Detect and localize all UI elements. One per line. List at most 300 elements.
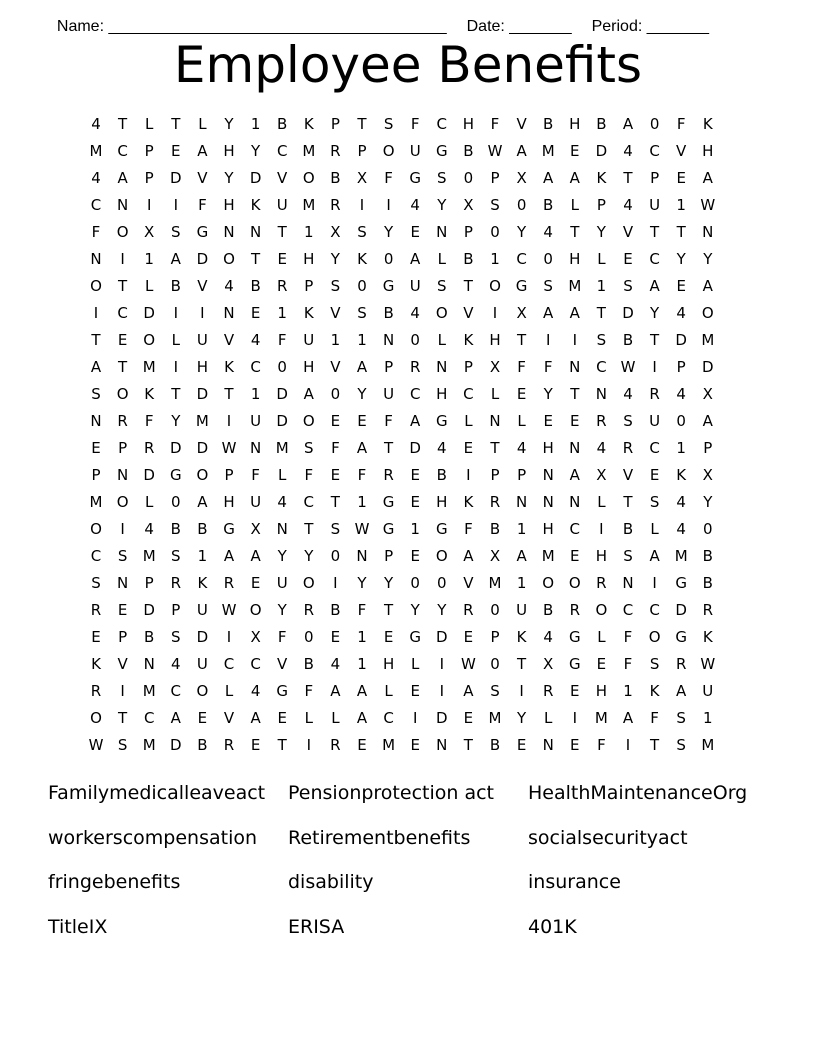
grid-letter[interactable]: 4 — [437, 439, 447, 457]
grid-letter[interactable]: C — [250, 358, 261, 376]
grid-letter[interactable]: L — [437, 250, 446, 268]
grid-letter[interactable]: G — [223, 520, 235, 538]
grid-letter[interactable]: L — [384, 682, 393, 700]
grid-letter[interactable]: M — [594, 709, 608, 727]
grid-letter[interactable]: Y — [277, 547, 287, 565]
grid-letter[interactable]: O — [302, 169, 315, 187]
grid-letter[interactable]: T — [517, 655, 527, 673]
grid-letter[interactable]: B — [330, 601, 341, 619]
grid-letter[interactable]: E — [570, 412, 580, 430]
grid-letter[interactable]: U — [196, 655, 208, 673]
grid-letter[interactable]: 1 — [490, 250, 500, 268]
grid-letter[interactable]: T — [623, 169, 633, 187]
grid-letter[interactable]: A — [622, 709, 634, 727]
grid-letter[interactable]: L — [490, 385, 500, 403]
grid-letter[interactable]: 0 — [463, 169, 474, 187]
grid-letter[interactable]: O — [435, 547, 448, 565]
grid-letter[interactable]: I — [572, 331, 578, 349]
grid-letter[interactable]: A — [569, 466, 580, 484]
grid-letter[interactable]: R — [489, 493, 501, 511]
grid-letter[interactable]: B — [702, 547, 713, 565]
grid-letter[interactable]: 4 — [410, 304, 420, 322]
grid-letter[interactable]: F — [410, 115, 420, 133]
grid-letter[interactable]: D — [196, 250, 209, 268]
grid-letter[interactable]: I — [146, 196, 152, 214]
grid-letter[interactable]: G — [568, 655, 581, 673]
grid-letter[interactable]: P — [517, 466, 527, 484]
grid-letter[interactable]: S — [596, 331, 607, 349]
grid-letter[interactable]: X — [144, 223, 155, 241]
grid-letter[interactable]: F — [464, 520, 473, 538]
grid-letter[interactable]: 1 — [623, 682, 633, 700]
grid-letter[interactable]: O — [489, 277, 501, 295]
grid-letter[interactable]: E — [197, 709, 208, 727]
grid-letter[interactable]: 1 — [357, 493, 367, 511]
grid-letter[interactable]: O — [196, 682, 209, 700]
grid-letter[interactable]: B — [596, 115, 607, 133]
grid-letter[interactable]: W — [221, 601, 237, 619]
grid-letter[interactable]: M — [142, 682, 156, 700]
grid-letter[interactable]: B — [463, 250, 474, 268]
grid-letter[interactable]: M — [195, 412, 209, 430]
grid-letter[interactable]: B — [463, 142, 474, 160]
grid-letter[interactable]: T — [650, 331, 660, 349]
grid-letter[interactable]: D — [196, 628, 209, 646]
grid-letter[interactable]: S — [171, 223, 181, 241]
grid-letter[interactable]: R — [276, 277, 288, 295]
grid-letter[interactable]: E — [91, 628, 101, 646]
grid-letter[interactable]: U — [196, 601, 208, 619]
grid-letter[interactable]: 0 — [649, 115, 660, 133]
grid-letter[interactable]: K — [224, 358, 234, 376]
grid-letter[interactable]: P — [596, 196, 606, 214]
grid-letter[interactable]: 0 — [304, 628, 314, 646]
grid-letter[interactable]: T — [251, 250, 261, 268]
grid-letter[interactable]: V — [330, 304, 341, 322]
grid-letter[interactable]: N — [436, 223, 448, 241]
grid-letter[interactable]: X — [596, 466, 607, 484]
grid-letter[interactable]: O — [302, 574, 315, 592]
grid-letter[interactable]: A — [356, 358, 368, 376]
grid-letter[interactable]: O — [568, 574, 581, 592]
grid-letter[interactable]: H — [595, 547, 608, 565]
grid-letter[interactable]: W — [460, 655, 476, 673]
grid-letter[interactable]: X — [489, 547, 501, 565]
grid-letter[interactable]: B — [170, 277, 181, 295]
grid-letter[interactable]: B — [436, 466, 447, 484]
grid-letter[interactable]: 1 — [250, 115, 261, 133]
grid-letter[interactable]: O — [196, 466, 209, 484]
grid-letter[interactable]: V — [622, 466, 634, 484]
grid-letter[interactable]: Y — [224, 169, 234, 187]
grid-letter[interactable]: O — [249, 601, 262, 619]
grid-letter[interactable]: A — [410, 250, 421, 268]
grid-letter[interactable]: E — [357, 412, 367, 430]
grid-letter[interactable]: P — [357, 142, 367, 160]
grid-letter[interactable]: M — [142, 736, 156, 754]
grid-letter[interactable]: L — [437, 331, 446, 349]
grid-letter[interactable]: C — [622, 601, 634, 619]
grid-letter[interactable]: E — [277, 250, 287, 268]
grid-letter[interactable]: A — [250, 709, 261, 727]
grid-letter[interactable]: K — [91, 655, 101, 673]
grid-letter[interactable]: C — [649, 142, 660, 160]
grid-letter[interactable]: Y — [703, 250, 713, 268]
grid-letter[interactable]: S — [383, 115, 394, 133]
grid-letter[interactable]: A — [356, 709, 368, 727]
grid-letter[interactable]: B — [170, 520, 181, 538]
grid-letter[interactable]: M — [701, 331, 715, 349]
grid-letter[interactable]: W — [221, 439, 237, 457]
grid-letter[interactable]: 0 — [516, 196, 527, 214]
grid-letter[interactable]: Y — [330, 250, 340, 268]
grid-letter[interactable]: L — [145, 277, 154, 295]
grid-letter[interactable]: U — [276, 574, 288, 592]
grid-letter[interactable]: Y — [384, 223, 394, 241]
grid-letter[interactable]: C — [516, 250, 527, 268]
grid-letter[interactable]: L — [650, 520, 659, 538]
grid-letter[interactable]: X — [250, 628, 261, 646]
grid-letter[interactable]: X — [516, 169, 527, 187]
grid-letter[interactable]: D — [675, 601, 687, 619]
grid-letter[interactable]: N — [356, 547, 368, 565]
grid-letter[interactable]: O — [382, 142, 395, 160]
grid-letter[interactable]: H — [436, 385, 448, 403]
grid-letter[interactable]: I — [226, 628, 232, 646]
grid-letter[interactable]: A — [330, 682, 341, 700]
grid-letter[interactable]: 4 — [330, 655, 341, 673]
grid-letter[interactable]: R — [702, 601, 714, 619]
grid-letter[interactable]: E — [543, 412, 553, 430]
grid-letter[interactable]: S — [649, 655, 660, 673]
grid-letter[interactable]: Y — [224, 115, 234, 133]
grid-letter[interactable]: R — [90, 601, 102, 619]
grid-letter[interactable]: H — [702, 142, 714, 160]
grid-letter[interactable]: K — [702, 115, 713, 133]
grid-letter[interactable]: O — [116, 385, 129, 403]
grid-letter[interactable]: N — [542, 466, 554, 484]
grid-letter[interactable]: L — [198, 115, 207, 133]
grid-letter[interactable]: K — [516, 628, 527, 646]
grid-letter[interactable]: C — [117, 304, 128, 322]
grid-letter[interactable]: V — [463, 574, 474, 592]
grid-letter[interactable]: W — [354, 520, 370, 538]
grid-letter[interactable]: P — [384, 547, 394, 565]
grid-letter[interactable]: D — [143, 601, 155, 619]
grid-letter[interactable]: 0 — [277, 358, 287, 376]
grid-letter[interactable]: G — [382, 493, 395, 511]
grid-letter[interactable]: B — [303, 655, 314, 673]
grid-letter[interactable]: L — [570, 196, 579, 214]
grid-letter[interactable]: O — [542, 574, 555, 592]
grid-letter[interactable]: T — [171, 115, 181, 133]
grid-letter[interactable]: S — [171, 628, 181, 646]
grid-letter[interactable]: U — [250, 493, 262, 511]
grid-letter[interactable]: I — [120, 520, 125, 538]
grid-letter[interactable]: P — [224, 466, 234, 484]
grid-letter[interactable]: D — [409, 439, 421, 457]
grid-letter[interactable]: V — [622, 223, 634, 241]
grid-letter[interactable]: V — [277, 655, 288, 673]
grid-letter[interactable]: S — [357, 223, 367, 241]
grid-letter[interactable]: K — [357, 250, 367, 268]
grid-letter[interactable]: W — [700, 655, 716, 673]
grid-letter[interactable]: D — [170, 439, 182, 457]
grid-letter[interactable]: O — [90, 277, 102, 295]
grid-letter[interactable]: T — [463, 277, 473, 295]
grid-letter[interactable]: T — [171, 385, 181, 403]
grid-letter[interactable]: M — [302, 142, 316, 160]
grid-letter[interactable]: I — [120, 250, 125, 268]
grid-letter[interactable]: P — [144, 142, 154, 160]
grid-letter[interactable]: V — [330, 358, 341, 376]
grid-letter[interactable]: T — [304, 520, 314, 538]
grid-letter[interactable]: L — [224, 682, 234, 700]
grid-letter[interactable]: U — [276, 196, 288, 214]
grid-letter[interactable]: Y — [384, 574, 394, 592]
grid-letter[interactable]: V — [516, 115, 527, 133]
grid-letter[interactable]: Y — [171, 412, 181, 430]
grid-letter[interactable]: N — [116, 574, 129, 592]
grid-letter[interactable]: C — [569, 520, 581, 538]
grid-letter[interactable]: B — [622, 520, 634, 538]
grid-letter[interactable]: G — [382, 520, 395, 538]
grid-letter[interactable]: W — [88, 736, 104, 754]
grid-letter[interactable]: 4 — [410, 196, 420, 214]
grid-letter[interactable]: R — [223, 574, 235, 592]
grid-letter[interactable]: I — [200, 304, 205, 322]
grid-letter[interactable]: F — [384, 169, 393, 187]
grid-letter[interactable]: 4 — [91, 115, 101, 133]
grid-letter[interactable]: A — [463, 547, 474, 565]
grid-letter[interactable]: G — [435, 142, 448, 160]
grid-letter[interactable]: L — [171, 331, 180, 349]
grid-letter[interactable]: U — [516, 601, 528, 619]
grid-letter[interactable]: 4 — [676, 304, 686, 322]
grid-letter[interactable]: S — [490, 196, 500, 214]
grid-letter[interactable]: S — [117, 547, 128, 565]
grid-letter[interactable]: H — [223, 142, 235, 160]
grid-letter[interactable]: H — [595, 682, 608, 700]
grid-letter[interactable]: S — [437, 277, 447, 295]
grid-letter[interactable]: 4 — [516, 439, 527, 457]
grid-letter[interactable]: I — [652, 574, 657, 592]
grid-letter[interactable]: O — [701, 304, 714, 322]
grid-letter[interactable]: F — [331, 439, 340, 457]
grid-letter[interactable]: R — [117, 412, 128, 430]
grid-letter[interactable]: E — [117, 331, 128, 349]
grid-letter[interactable]: S — [330, 520, 341, 538]
grid-letter[interactable]: O — [116, 493, 129, 511]
grid-letter[interactable]: D — [143, 466, 155, 484]
grid-letter[interactable]: A — [197, 493, 208, 511]
grid-letter[interactable]: 1 — [277, 304, 287, 322]
grid-letter[interactable]: Y — [251, 142, 261, 160]
grid-letter[interactable]: N — [249, 223, 262, 241]
grid-letter[interactable]: I — [173, 304, 179, 322]
grid-letter[interactable]: F — [304, 466, 314, 484]
grid-letter[interactable]: K — [702, 628, 713, 646]
grid-letter[interactable]: D — [436, 709, 448, 727]
grid-letter[interactable]: N — [595, 385, 607, 403]
grid-letter[interactable]: U — [303, 331, 315, 349]
grid-letter[interactable]: N — [436, 736, 448, 754]
grid-letter[interactable]: H — [303, 358, 315, 376]
grid-letter[interactable]: K — [303, 304, 314, 322]
grid-letter[interactable]: L — [517, 412, 526, 430]
grid-letter[interactable]: E — [410, 223, 420, 241]
grid-letter[interactable]: H — [489, 331, 501, 349]
grid-letter[interactable]: T — [118, 277, 128, 295]
grid-letter[interactable]: 4 — [543, 223, 553, 241]
grid-letter[interactable]: H — [196, 358, 209, 376]
grid-letter[interactable]: I — [492, 304, 498, 322]
grid-letter[interactable]: N — [622, 574, 634, 592]
grid-letter[interactable]: E — [330, 466, 341, 484]
grid-letter[interactable]: E — [570, 142, 580, 160]
grid-letter[interactable]: C — [170, 682, 182, 700]
grid-letter[interactable]: 0 — [330, 385, 341, 403]
grid-letter[interactable]: B — [197, 736, 208, 754]
grid-letter[interactable]: T — [570, 223, 580, 241]
grid-letter[interactable]: G — [515, 277, 528, 295]
grid-letter[interactable]: Y — [517, 709, 527, 727]
grid-letter[interactable]: E — [463, 628, 474, 646]
grid-letter[interactable]: M — [674, 547, 688, 565]
grid-letter[interactable]: S — [676, 736, 686, 754]
grid-letter[interactable]: A — [197, 142, 208, 160]
grid-letter[interactable]: A — [410, 412, 421, 430]
grid-letter[interactable]: X — [543, 655, 554, 673]
grid-letter[interactable]: G — [169, 466, 182, 484]
grid-letter[interactable]: P — [144, 169, 154, 187]
grid-letter[interactable]: A — [170, 709, 181, 727]
grid-letter[interactable]: P — [490, 169, 500, 187]
grid-letter[interactable]: R — [223, 736, 235, 754]
grid-letter[interactable]: I — [412, 709, 418, 727]
grid-letter[interactable]: P — [144, 574, 154, 592]
grid-letter[interactable]: C — [143, 709, 155, 727]
grid-letter[interactable]: S — [304, 439, 314, 457]
grid-letter[interactable]: V — [277, 169, 288, 187]
grid-letter[interactable]: L — [544, 709, 553, 727]
grid-letter[interactable]: N — [143, 655, 155, 673]
grid-letter[interactable]: R — [542, 682, 554, 700]
grid-letter[interactable]: G — [435, 520, 448, 538]
grid-letter[interactable]: O — [595, 601, 608, 619]
grid-letter[interactable]: H — [542, 520, 554, 538]
grid-letter[interactable]: N — [569, 439, 581, 457]
grid-letter[interactable]: S — [543, 277, 553, 295]
grid-letter[interactable]: R — [330, 196, 341, 214]
grid-letter[interactable]: 1 — [676, 196, 686, 214]
grid-letter[interactable]: L — [411, 655, 420, 673]
grid-letter[interactable]: P — [463, 358, 473, 376]
grid-letter[interactable]: I — [226, 412, 232, 430]
grid-letter[interactable]: 1 — [197, 547, 208, 565]
grid-letter[interactable]: O — [143, 331, 156, 349]
grid-letter[interactable]: A — [543, 169, 554, 187]
grid-letter[interactable]: T — [91, 331, 101, 349]
grid-letter[interactable]: F — [357, 466, 367, 484]
grid-letter[interactable]: G — [409, 169, 421, 187]
grid-letter[interactable]: N — [223, 304, 235, 322]
grid-letter[interactable]: I — [466, 466, 471, 484]
grid-letter[interactable]: E — [91, 439, 101, 457]
grid-letter[interactable]: V — [117, 655, 128, 673]
grid-letter[interactable]: 1 — [516, 574, 527, 592]
grid-letter[interactable]: 4 — [250, 682, 261, 700]
grid-letter[interactable]: A — [90, 358, 102, 376]
grid-letter[interactable]: 1 — [596, 277, 607, 295]
grid-letter[interactable]: I — [545, 331, 551, 349]
grid-letter[interactable]: M — [382, 736, 396, 754]
grid-letter[interactable]: B — [277, 115, 288, 133]
grid-letter[interactable]: 0 — [410, 574, 420, 592]
grid-letter[interactable]: E — [330, 628, 341, 646]
grid-letter[interactable]: L — [304, 709, 313, 727]
grid-letter[interactable]: 0 — [490, 655, 500, 673]
grid-letter[interactable]: E — [277, 709, 287, 727]
grid-letter[interactable]: Y — [304, 547, 314, 565]
grid-letter[interactable]: S — [357, 304, 367, 322]
grid-letter[interactable]: T — [463, 736, 473, 754]
grid-letter[interactable]: A — [543, 304, 554, 322]
grid-letter[interactable]: 4 — [91, 169, 101, 187]
grid-letter[interactable]: 1 — [357, 655, 367, 673]
grid-letter[interactable]: T — [118, 709, 128, 727]
grid-letter[interactable]: S — [437, 169, 447, 187]
grid-letter[interactable]: G — [276, 682, 288, 700]
grid-letter[interactable]: T — [384, 601, 394, 619]
grid-letter[interactable]: 4 — [543, 628, 553, 646]
grid-letter[interactable]: B — [383, 304, 394, 322]
grid-letter[interactable]: E — [516, 385, 527, 403]
grid-letter[interactable]: O — [90, 520, 102, 538]
grid-letter[interactable]: T — [596, 304, 606, 322]
grid-letter[interactable]: M — [701, 736, 715, 754]
grid-letter[interactable]: F — [650, 709, 659, 727]
grid-letter[interactable]: K — [649, 682, 660, 700]
grid-letter[interactable]: M — [568, 277, 582, 295]
grid-letter[interactable]: S — [330, 277, 341, 295]
grid-letter[interactable]: C — [117, 142, 128, 160]
grid-letter[interactable]: I — [173, 358, 179, 376]
grid-letter[interactable]: T — [224, 385, 234, 403]
grid-letter[interactable]: K — [463, 331, 474, 349]
grid-letter[interactable]: W — [700, 196, 716, 214]
name-field-label[interactable]: Name: ______________________________________ — [56, 18, 447, 35]
grid-letter[interactable]: T — [650, 736, 660, 754]
grid-letter[interactable]: I — [625, 736, 631, 754]
grid-letter[interactable]: H — [569, 115, 581, 133]
grid-letter[interactable]: T — [517, 331, 527, 349]
grid-letter[interactable]: 0 — [330, 547, 341, 565]
grid-letter[interactable]: P — [490, 628, 500, 646]
grid-letter[interactable]: A — [250, 547, 261, 565]
grid-letter[interactable]: A — [170, 250, 181, 268]
grid-letter[interactable]: M — [541, 547, 555, 565]
grid-letter[interactable]: R — [303, 601, 315, 619]
grid-letter[interactable]: P — [703, 439, 713, 457]
grid-letter[interactable]: E — [117, 601, 128, 619]
grid-letter[interactable]: V — [223, 709, 235, 727]
grid-letter[interactable]: S — [91, 385, 101, 403]
grid-letter[interactable]: H — [223, 196, 235, 214]
grid-letter[interactable]: L — [331, 709, 340, 727]
grid-letter[interactable]: N — [515, 493, 528, 511]
grid-letter[interactable]: P — [676, 358, 686, 376]
